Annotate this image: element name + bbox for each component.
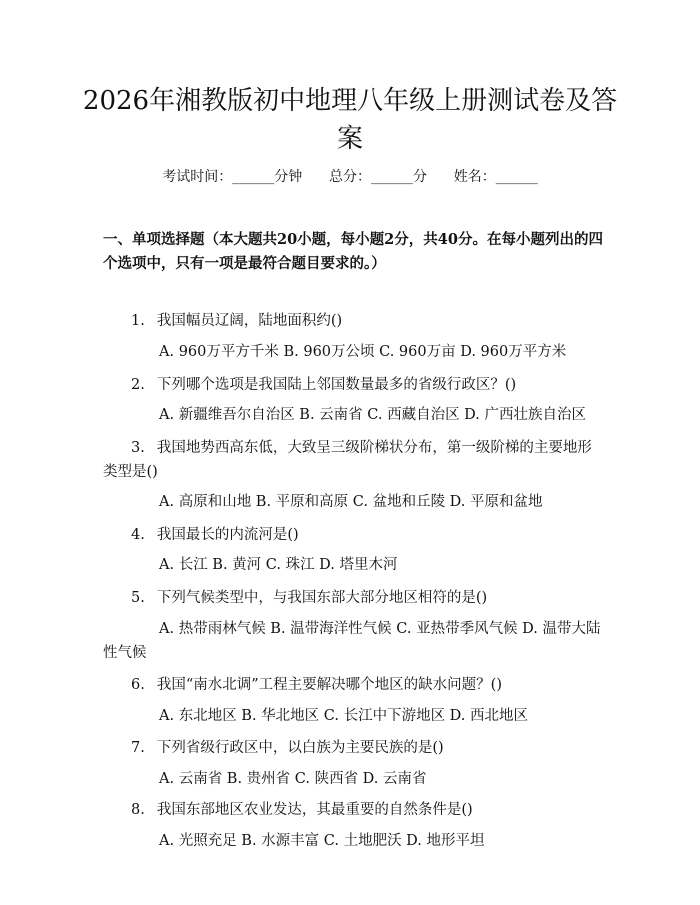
question-stem: [103, 586, 603, 610]
question-text: 我国地势西高东低，大致呈三级阶梯状分布，第一级阶梯的主要地形类型是(): [103, 440, 592, 480]
question-options: A. 960万平方千米 B. 960万公顷 C. 960万亩 D. 960万平方米: [159, 344, 567, 360]
question-text: 下列哪个选项是我国陆上邻国数量最多的省级行政区？(): [156, 377, 517, 393]
question-number: 2.: [131, 377, 145, 393]
question-stem: [103, 798, 603, 822]
question-number: 3.: [131, 440, 145, 456]
question-number: 4.: [131, 527, 145, 543]
question-number: 5.: [131, 590, 145, 606]
question-options: A. 光照充足 B. 水源丰富 C. 土地肥沃 D. 地形平坦: [159, 833, 485, 849]
question-options: A. 热带雨林气候 B. 温带海洋性气候 C. 亚热带季风气候 D. 温带大陆性气候: [103, 621, 601, 661]
question-number: 8.: [131, 802, 145, 818]
question-stem: [103, 673, 603, 697]
question-text: 我国东部地区农业发达，其最重要的自然条件是(): [156, 802, 473, 818]
question-number: 1.: [131, 313, 145, 329]
question-options: A. 云南省 B. 贵州省 C. 陕西省 D. 云南省: [159, 771, 427, 787]
question-stem: [103, 736, 603, 760]
question-text: 下列省级行政区中，以白族为主要民族的是(): [156, 740, 444, 756]
question-stem: [103, 373, 603, 397]
question-options: A. 东北地区 B. 华北地区 C. 长江中下游地区 D. 西北地区: [159, 708, 529, 724]
exam-info-line: 考试时间：______分钟 总分：______分 姓名：______: [162, 169, 538, 185]
section-heading: 一、单项选择题（本大题共20小题，每小题2分，共40分。在每小题列出的四个选项中，只有一项是最符合题目要求的。）: [103, 231, 603, 272]
document-title: 2026年湘教版初中地理八年级上册测试卷及答案: [82, 86, 618, 154]
question-text: 我国幅员辽阔，陆地面积约(): [156, 313, 343, 329]
question-number: 7.: [131, 740, 145, 756]
question-text: 我国最长的内流河是(): [156, 527, 299, 543]
question-options: A. 新疆维吾尔自治区 B. 云南省 C. 西藏自治区 D. 广西壮族自治区: [159, 407, 587, 423]
question-number: 6.: [131, 677, 145, 693]
question-options: A. 长江 B. 黄河 C. 珠江 D. 塔里木河: [159, 557, 398, 573]
question-stem: [103, 523, 603, 547]
question-text: 我国“南水北调”工程主要解决哪个地区的缺水问题？(): [156, 677, 502, 693]
question-stem: [103, 309, 603, 333]
question-stem: [103, 436, 603, 484]
question-options: A. 高原和山地 B. 平原和高原 C. 盆地和丘陵 D. 平原和盆地: [159, 494, 543, 510]
question-text: 下列气候类型中，与我国东部大部分地区相符的是(): [156, 590, 488, 606]
